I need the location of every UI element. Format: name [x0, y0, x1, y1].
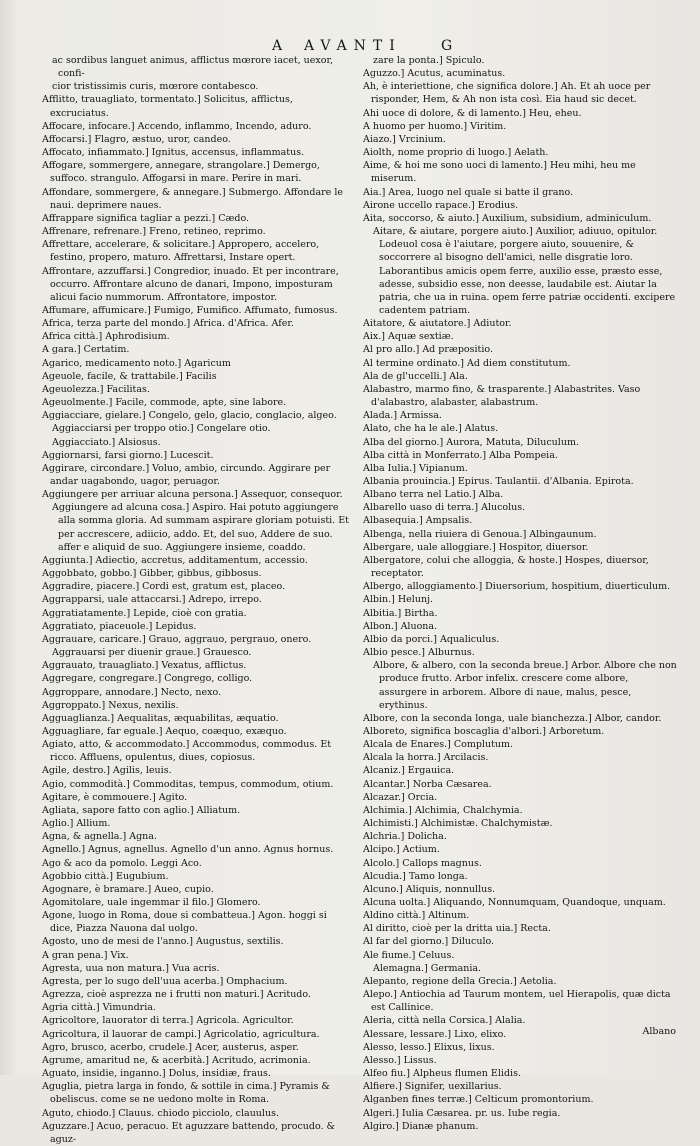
dictionary-entry: A huomo per huomo.] Viritim.	[363, 120, 507, 132]
dictionary-entry: Aggratiato, piaceuole.] Lepidus.	[42, 620, 197, 632]
dictionary-entry: Aggratiatamente.] Lepide, cioè con gratia.	[42, 607, 247, 619]
header-title: AVANTI	[304, 38, 402, 54]
dictionary-entry: Aggrapparsi, uale attaccarsi.] Adrepo, irrepo.	[42, 594, 262, 606]
dictionary-entry: ac sordibus languet animus, afflictus mœrore iacet, uexor, confi-	[52, 55, 334, 80]
dictionary-entry: Aggiacciare, gielare.] Congelo, gelo, glacio, conglacio, algeo.	[42, 410, 337, 422]
dictionary-entry: Alchria.] Dolicha.	[363, 831, 447, 843]
left-column	[42, 54, 352, 1145]
dictionary-entry: Affocare, infocare.] Accendo, inflammo, Incendo, aduro.	[42, 120, 312, 132]
dictionary-entry: Aggiungere per arriuar alcuna persona.] Assequor, consequor.	[42, 489, 343, 501]
dictionary-entry: Agarico, medicamento noto.] Agaricum	[42, 357, 231, 369]
dictionary-entry: Aime, & hoi me sono uoci di lamento.] Heu mihi, heu me miserum.	[363, 160, 636, 185]
dictionary-entry: Afflitto, trauagliato, tormentato.] Solicitus, afflictus, excruciatus.	[42, 94, 293, 119]
dictionary-entry: Agresta, per lo sugo dell'uua acerba.] Omphacium.	[42, 975, 288, 987]
dictionary-entry: Albio pesce.] Alburnus.	[363, 647, 475, 659]
dictionary-entry: Agna, & agnella.] Agna.	[42, 831, 157, 843]
dictionary-entry: Agomitolare, uale ingemmar il filo.] Glomero.	[42, 897, 261, 908]
catchword: Albano	[642, 1026, 676, 1037]
dictionary-entry: Agiato, atto, & accommodato.] Accommodus, commodus. Et ricco. Affluens, opulentus, diues, copiosus.	[42, 739, 332, 764]
dictionary-entry: Algiro.] Dianæ phanum.	[363, 1120, 479, 1132]
dictionary-entry: Alcuna uolta.] Aliquando, Nonnumquam, Quandoque, unquam.	[363, 897, 666, 908]
dictionary-entry: Affondare, sommergere, & annegare.] Submergo. Affondare le naui. deprimere naues.	[42, 186, 343, 211]
dictionary-entry: Agitare, è commouere.] Agito.	[42, 791, 188, 803]
dictionary-entry: Alba Iulia.] Vipianum.	[363, 462, 468, 474]
dictionary-entry: Aitare, & aiutare, porgere aiuto.] Auxilior, adiuuo, opitulor. Lodeuol cosa è l'aiutare, porgere aiuto, souuenire, & soccorrere al bisogno dell'amici, nelle disgratie loro. Laborantibus amicis opem ferre, auxilio esse, præsto esse, adesse, subsidio esse, non deesse, laudabile est. Aiutar la patria, che ua in ruina. opem ferre patriæ occidenti. excipere cadentem patriam.	[373, 226, 676, 316]
dictionary-entry: Aguzzare.] Acuo, peracuo. Et aguzzare battendo, procudo. & aguz-	[42, 1120, 336, 1145]
dictionary-entry: Albarello uaso di terra.] Alucolus.	[363, 502, 526, 514]
dictionary-entry: Ale fiume.] Celuus.	[363, 949, 455, 961]
dictionary-entry: Al termine ordinato.] Ad diem constitutum.	[363, 357, 571, 369]
dictionary-entry: Alcazar.] Orcia.	[363, 791, 438, 803]
dictionary-entry: Agrume, amaritud ne, & acerbità.] Acritudo, acrimonia.	[42, 1054, 311, 1066]
dictionary-entry: Ageuolezza.] Facilitas.	[42, 383, 150, 395]
dictionary-entry: Agguaglianza.] Aequalitas, æquabilitas, æquatio.	[42, 712, 279, 724]
dictionary-entry: Aix.] Aquæ sextiæ.	[363, 331, 454, 343]
dictionary-entry: Agone, luogo in Roma, doue si combatteua.] Agon. hoggi si dice, Piazza Nauona dal uolgo.	[42, 910, 327, 935]
dictionary-entry: Aggiacciarsi per troppo otio.] Congelare otio.	[52, 423, 271, 435]
dictionary-entry: Alemagna.] Germania.	[373, 962, 482, 974]
dictionary-entry: Agrezza, cioè asprezza ne i frutti non maturi.] Acritudo.	[42, 989, 311, 1001]
dictionary-entry: Affrenare, refrenare.] Freno, retineo, reprimo.	[42, 226, 266, 238]
dictionary-entry: Aggroppato.] Nexus, nexilis.	[42, 699, 179, 711]
dictionary-entry: Aggobbato, gobbo.] Gibber, gibbus, gibbosus.	[42, 568, 262, 580]
dictionary-entry: Albio da porci.] Aqualiculus.	[363, 633, 500, 645]
dictionary-entry: Alato, che ha le ale.] Alatus.	[363, 423, 499, 435]
dictionary-entry: Alcala de Enares.] Complutum.	[363, 739, 514, 751]
dictionary-entry: Alada.] Armissa.	[363, 410, 442, 422]
dictionary-entry: zare la ponta.] Spiculo.	[373, 55, 485, 66]
dictionary-entry: Ageuole, facile, & trattabile.] Facilis	[42, 370, 217, 382]
dictionary-entry: Ala de gl'uccelli.] Ala.	[363, 370, 468, 382]
dictionary-entry: Alcaniz.] Ergauica.	[363, 765, 455, 777]
dictionary-entry: Agosto, uno de mesi de l'anno.] Augustus, sextilis.	[42, 936, 284, 948]
dictionary-entry: Albergatore, colui che alloggia, & hoste.] Hospes, diuersor, receptator.	[363, 554, 649, 580]
dictionary-entry: Algeri.] Iulia Cæsarea. pr. us. Iube regia.	[363, 1107, 561, 1119]
dictionary-entry: Aiazo.] Vrcinium.	[363, 133, 446, 145]
dictionary-entry: Alganben fines terræ.] Celticum promontorium.	[363, 1094, 594, 1106]
dictionary-entry: Alfiere.] Signifer, uexillarius.	[363, 1081, 502, 1093]
dictionary-entry: Africa città.] Aphrodisium.	[42, 331, 170, 343]
dictionary-entry: Alcuno.] Aliquis, nonnullus.	[363, 883, 496, 895]
dictionary-entry: Alcudia.] Tamo longa.	[363, 870, 468, 882]
dictionary-entry: Alcolo.] Callops magnus.	[363, 857, 482, 869]
dictionary-entry: Agria città.] Vimundria.	[42, 1002, 156, 1014]
dictionary-entry: Aggiunta.] Adiectio, accretus, additamentum, accessio.	[42, 554, 308, 566]
dictionary-entry: Aggirare, circondare.] Voluo, ambio, circundo. Aggirare per andar uagabondo, uagor, peruagor.	[42, 462, 331, 487]
dictionary-entry: Alchimisti.] Alchimistæ. Chalchymistæ.	[363, 818, 553, 830]
dictionary-entry: Ageuolmente.] Facile, commode, apte, sine labore.	[42, 397, 287, 409]
dictionary-entry: Albasequia.] Ampsalis.	[363, 515, 473, 527]
dictionary-entry: Albore, & albero, con la seconda breue.] Arbor. Albore che non produce frutto. Arbor infelix. crescere come albore, assurgere in arborem. Albore di naue, malus, pesce, erythinus.	[373, 660, 677, 711]
dictionary-entry: Albano terra nel Latio.] Alba.	[363, 489, 504, 501]
dictionary-entry: Alboreto, significa boscaglia d'albori.] Arboretum.	[363, 725, 605, 737]
dictionary-entry: Agricoltore, lauorator di terra.] Agricola. Agricultor.	[42, 1015, 294, 1027]
dictionary-entry: Alesso, lesso.] Elixus, lixus.	[363, 1041, 495, 1053]
dictionary-entry: Agguagliare, far eguale.] Aequo, coæquo, exæquo.	[42, 725, 287, 737]
dictionary-entry: Aitatore, & aiutatore.] Adiutor.	[363, 318, 512, 330]
dictionary-entry: Affocato, infiammato.] Ignitus, accensus, inflammatus.	[42, 147, 305, 159]
dictionary-entry: Alchimia.] Alchimia, Chalchymia.	[363, 804, 523, 816]
dictionary-entry: Aguglia, pietra larga in fondo, & sottile in cima.] Pyramis & obeliscus. come se ne uedono molte in Roma.	[42, 1081, 330, 1106]
header-letter-right: G	[441, 38, 453, 54]
dictionary-entry: Albitia.] Birtha.	[363, 607, 438, 619]
dictionary-entry: Aggrauare, caricare.] Grauo, aggrauo, pergrauo, onero.	[42, 633, 312, 645]
dictionary-entry: Agognare, è bramare.] Aueo, cupio.	[42, 883, 214, 895]
dictionary-entry: Aggroppare, annodare.] Necto, nexo.	[42, 686, 222, 698]
dictionary-entry: Ago & aco da pomolo. Leggi Aco.	[42, 857, 202, 869]
dictionary-entry: Agobbio città.] Eugubium.	[42, 870, 169, 882]
dictionary-entry: Aia.] Area, luogo nel quale si batte il grano.	[363, 186, 574, 198]
dictionary-entry: Al diritto, cioè per la dritta uia.] Recta.	[363, 923, 551, 935]
dictionary-entry: Albon.] Aluona.	[363, 620, 438, 632]
dictionary-entry: Aggiornarsi, farsi giorno.] Lucescit.	[42, 449, 214, 461]
dictionary-entry: Albore, con la seconda longa, uale bianchezza.] Albor, candor.	[363, 712, 662, 724]
dictionary-entry: Alcantar.] Norba Cæsarea.	[363, 778, 492, 790]
dictionary-entry: Ah, è interiettione, che significa dolore.] Ah. Et ah uoce per risponder, Hem, & Ah non ista così. Eia haud sic decet.	[363, 81, 651, 106]
dictionary-entry: Agile, destro.] Agilis, leuis.	[42, 765, 172, 777]
dictionary-entry: Aggiungere ad alcuna cosa.] Aspiro. Hai potuto aggiungere alla somma gloria. Ad summam aspirare gloriam potuisti. Et per accrescere, adiicio, addo. Et, del suo, Addere de suo. affer e aliquid de suo. Aggiungere insieme, coaddo.	[52, 502, 349, 553]
dictionary-entry: Ahi uoce di dolore, & di lamento.] Heu, eheu.	[363, 107, 582, 119]
dictionary-entry: Alepo.] Antiochia ad Taurum montem, uel Hierapolis, quæ dicta est Callinice.	[363, 989, 671, 1014]
dictionary-entry: Aldino città.] Altinum.	[363, 910, 470, 922]
dictionary-entry: Agnello.] Agnus, agnellus. Agnello d'un anno. Agnus hornus.	[42, 844, 334, 856]
dictionary-entry: Albergare, uale alloggiare.] Hospitor, diuersor.	[363, 541, 589, 553]
dictionary-entry: Africa, terza parte del mondo.] Africa. d'Africa. Afer.	[42, 318, 294, 330]
dictionary-entry: Aglio.] Allium.	[42, 818, 111, 830]
dictionary-entry: Alcala la horra.] Arcilacis.	[363, 752, 489, 764]
dictionary-entry: Aggregare, congregare.] Congrego, colligo.	[42, 673, 253, 685]
dictionary-entry: A gara.] Certatim.	[42, 344, 130, 356]
dictionary-entry: Affrappare significa tagliar a pezzi.] Cædo.	[42, 212, 250, 224]
dictionary-entry: Aggiacciato.] Alsiosus.	[52, 436, 161, 448]
dictionary-entry: Aggrauato, trauagliato.] Vexatus, afflictus.	[42, 660, 247, 672]
dictionary-entry: Aiolth, nome proprio di luogo.] Aelath.	[363, 147, 549, 159]
dictionary-entry: Alba città in Monferrato.] Alba Pompeia.	[363, 449, 558, 461]
dictionary-entry: Aguto, chiodo.] Clauus. chiodo picciolo, clauulus.	[42, 1107, 279, 1119]
dictionary-entry: Aleria, città nella Corsica.] Alalia.	[363, 1015, 526, 1027]
dictionary-entry: Alcipo.] Actium.	[363, 844, 440, 856]
dictionary-entry: Alfeo fiu.] Alpheus flumen Elidis.	[363, 1068, 521, 1080]
dictionary-entry: Alessare, lessare.] Lixo, elixo.	[363, 1028, 507, 1040]
dictionary-entry: Albin.] Helunj.	[363, 594, 434, 606]
dictionary-entry: cior tristissimis curis, mœrore contabesco.	[52, 81, 259, 93]
dictionary-entry: Affrontare, azzuffarsi.] Congredior, inuado. Et per incontrare, occurro. Affrontare alcuno de danari, Impono, imposturam alicui facio nummorum. Affrontatore, impostor.	[42, 265, 339, 303]
dictionary-entry: Affrettare, accelerare, & solicitare.] Appropero, accelero, festino, propero, maturo. Affrettarsi, Instare opert.	[42, 239, 320, 264]
dictionary-entry: Aguzzo.] Acutus, acuminatus.	[363, 68, 506, 80]
dictionary-entry: Agio, commodità.] Commoditas, tempus, commodum, otium.	[42, 778, 334, 790]
dictionary-entry: Aita, soccorso, & aiuto.] Auxilium, subsidium, adminiculum.	[363, 212, 652, 224]
dictionary-entry: Alesso.] Lissus.	[363, 1054, 437, 1066]
dictionary-entry: Airone uccello rapace.] Erodius.	[363, 199, 519, 211]
dictionary-entry: Aguato, insidie, inganno.] Dolus, insidiæ, fraus.	[42, 1068, 271, 1080]
dictionary-entry: Aggrauarsi per diuenir graue.] Grauesco.	[52, 647, 252, 659]
dictionary-entry: A gran pena.] Vix.	[42, 949, 129, 961]
dictionary-entry: Agresta, uua non matura.] Vua acris.	[42, 962, 220, 974]
dictionary-entry: Albergo, alloggiamento.] Diuersorium, hospitium, diuerticulum.	[363, 581, 671, 593]
dictionary-entry: Affogare, sommergere, annegare, strangolare.] Demergo, suffoco. strangulo. Affogarsi in mare. Perire in mari.	[42, 160, 320, 185]
dictionary-entry: Affumare, affumicare.] Fumigo, Fumifico. Affumato, fumosus.	[42, 304, 338, 316]
dictionary-entry: Al pro allo.] Ad præpositio.	[363, 344, 493, 356]
dictionary-entry: Al far del giorno.] Diluculo.	[363, 936, 495, 948]
dictionary-entry: Affocarsi.] Flagro, æstuo, uror, candeo.	[42, 133, 231, 145]
dictionary-entry: Alepanto, regione della Grecia.] Aetolia.	[363, 975, 557, 987]
dictionary-entry: Alabastro, marmo fino, & trasparente.] Alabastrites. Vaso d'alabastro, alabaster, alabastrum.	[363, 383, 641, 409]
header-letter-left: A	[272, 38, 283, 54]
dictionary-entry: Albenga, nella riuiera di Genoua.] Albingaunum.	[363, 528, 597, 540]
dictionary-entry: Agricoltura, il lauorar de campi.] Agricolatio, agricultura.	[42, 1028, 320, 1040]
dictionary-entry: Aggradire, piacere.] Cordi est, gratum est, placeo.	[42, 581, 286, 593]
dictionary-entry: Agro, brusco, acerbo, crudele.] Acer, austerus, asper.	[42, 1041, 299, 1053]
dictionary-entry: Albania prouincia.] Epirus. Taulantii. d'Albania. Epirota.	[363, 476, 634, 487]
dictionary-entry: Agliata, sapore fatto con aglio.] Alliatum.	[42, 804, 241, 816]
right-column	[363, 54, 679, 1132]
dictionary-entry: Alba del giorno.] Aurora, Matuta, Diluculum.	[363, 436, 579, 448]
